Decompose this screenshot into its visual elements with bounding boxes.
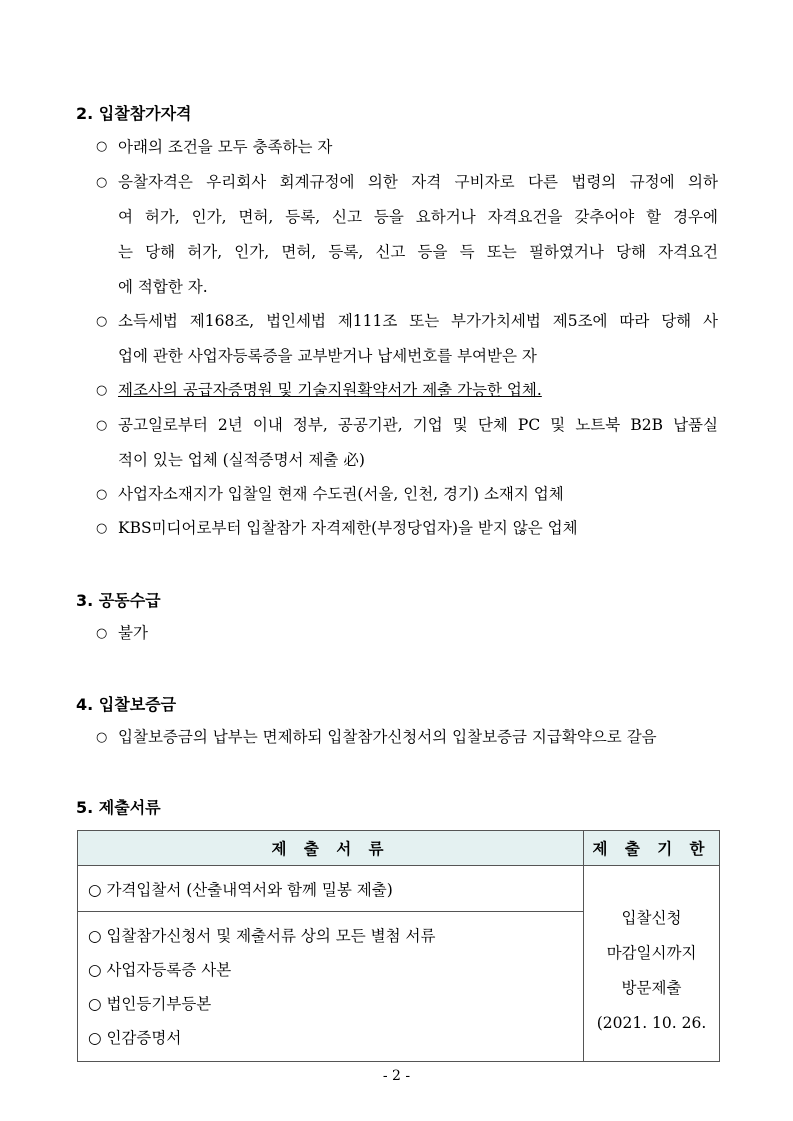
deadline-line-4: (2021. 10. 26. <box>596 1014 707 1032</box>
bullet-marker: ○ <box>96 626 108 641</box>
s2-item-2-line-2: 여 허가, 인가, 면허, 등록, 신고 등을 요하거나 자격요건을 갖추어야 할 경우에 <box>118 208 718 226</box>
deadline-line-1: 입찰신청 <box>621 909 682 927</box>
s2-item-1-line-1: 아래의 조건을 모두 충족하는 자 <box>118 138 333 156</box>
section-5-title: 5. 제출서류 <box>76 798 161 817</box>
deadline-line-3: 방문제출 <box>621 979 682 997</box>
doc-seal-certificate: ○ 인감증명서 <box>88 1029 182 1047</box>
section-3-title: 3. 공동수급 <box>76 591 161 610</box>
s2-item-7-line-1: KBS미디어로부터 입찰참가 자격제한(부정당업자)을 받지 않은 업체 <box>118 519 578 537</box>
s2-item-5-line-2: 적이 있는 업체 (실적증명서 제출 必) <box>118 451 365 469</box>
s2-item-5-line-1: 공고일로부터 2년 이내 정부, 공공기관, 기업 및 단체 PC 및 노트북 B2B 납품실 <box>118 416 718 434</box>
bullet-marker: ○ <box>96 175 108 190</box>
s3-item-1-line-1: 불가 <box>118 624 148 642</box>
s2-item-2-line-1: 응찰자격은 우리회사 회계규정에 의한 자격 구비자로 다른 법령의 규정에 의하 <box>118 173 718 191</box>
section-2-title: 2. 입찰참가자격 <box>76 104 192 123</box>
bullet-marker: ○ <box>96 730 108 745</box>
underlined-requirement: 제조사의 공급자증명원 및 기술지원확약서가 제출 가능한 업체. <box>118 381 542 399</box>
page-number: - 2 - <box>382 1068 411 1084</box>
s2-item-6-line-1: 사업자소재지가 입찰일 현재 수도권(서울, 인천, 경기) 소재지 업체 <box>118 485 564 503</box>
doc-price-bid: ○ 가격입찰서 (산출내역서와 함께 밀봉 제출) <box>78 866 584 912</box>
submission-documents-table <box>77 830 720 1062</box>
doc-application: ○ 입찰참가신청서 및 제출서류 상의 모든 별첨 서류 <box>88 927 436 945</box>
bullet-marker: ○ <box>96 139 108 154</box>
deadline-cell <box>584 866 720 1062</box>
table-header-row <box>78 831 720 866</box>
bullet-marker: ○ <box>96 418 108 433</box>
doc-business-registration: ○ 사업자등록증 사본 <box>88 961 232 979</box>
table-row <box>78 866 720 912</box>
s2-item-3-line-2: 업에 관한 사업자등록증을 교부받거나 납세번호를 부여받은 자 <box>118 347 537 365</box>
doc-corporate-registry: ○ 법인등기부등본 <box>88 995 212 1013</box>
doc-list-cell <box>78 912 584 1062</box>
deadline-line-2: 마감일시까지 <box>606 944 697 962</box>
s2-item-3-line-1: 소득세법 제168조, 법인세법 제111조 또는 부가가치세법 제5조에 따라 당해 사 <box>118 312 718 330</box>
s2-item-2-line-4: 에 적합한 자. <box>118 278 208 296</box>
bullet-marker: ○ <box>96 314 108 329</box>
header-deadline: 제 출 기 한 <box>584 831 720 866</box>
bullet-marker: ○ <box>96 487 108 502</box>
header-documents: 제 출 서 류 <box>78 831 584 866</box>
s2-item-2-line-3: 는 당해 허가, 인가, 면허, 등록, 신고 등을 득 또는 필하였거나 당해 자격요건 <box>118 243 718 261</box>
s2-item-4-line-1 <box>118 380 718 400</box>
bullet-marker: ○ <box>96 383 108 398</box>
s4-item-1-line-1: 입찰보증금의 납부는 면제하되 입찰참가신청서의 입찰보증금 지급확약으로 갈음 <box>118 728 657 746</box>
section-4-title: 4. 입찰보증금 <box>76 695 177 714</box>
bullet-marker: ○ <box>96 521 108 536</box>
